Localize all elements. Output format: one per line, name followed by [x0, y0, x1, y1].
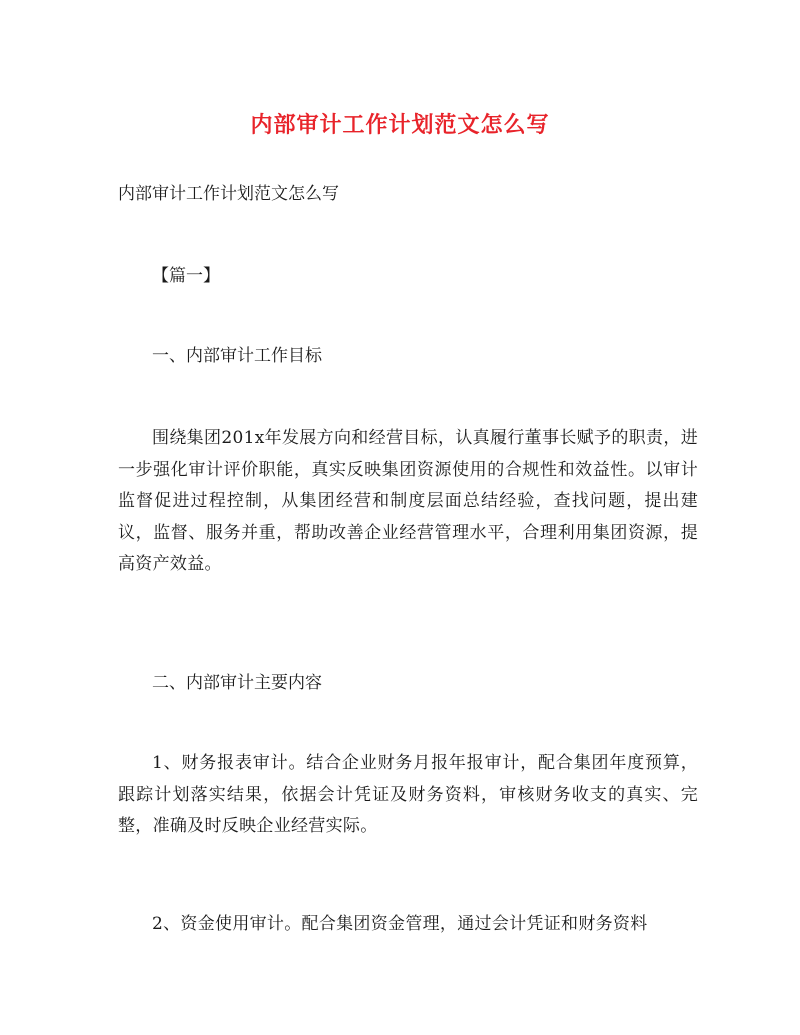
heading-goals: 一、内部审计工作目标	[152, 346, 322, 366]
paragraph-fund-audit: 2、资金使用审计。配合集团资金管理，通过会计凭证和财务资料	[152, 914, 648, 934]
section-tag: 【篇一】	[152, 266, 220, 286]
paragraph-goals: 围绕集团201x年发展方向和经营目标，认真履行董事长赋予的职责，进一步强化审计评价职能，真实反映集团资源使用的合规性和效益性。以审计监督促进过程控制，从集团经营和制度层面总结经验，查找问题，提出建议，监督、服务并重，帮助改善企业经营管理水平，合理利用集团资源，提高资产效益。	[118, 428, 698, 574]
document-subtitle: 内部审计工作计划范文怎么写	[118, 184, 339, 204]
heading-content: 二、内部审计主要内容	[152, 673, 322, 693]
document-title: 内部审计工作计划范文怎么写	[250, 112, 550, 138]
paragraph-financial-audit: 1、财务报表审计。结合企业财务月报年报审计，配合集团年度预算，跟踪计划落实结果，依据会计凭证及财务资料，审核财务收支的真实、完整，准确及时反映企业经营实际。	[118, 753, 698, 836]
